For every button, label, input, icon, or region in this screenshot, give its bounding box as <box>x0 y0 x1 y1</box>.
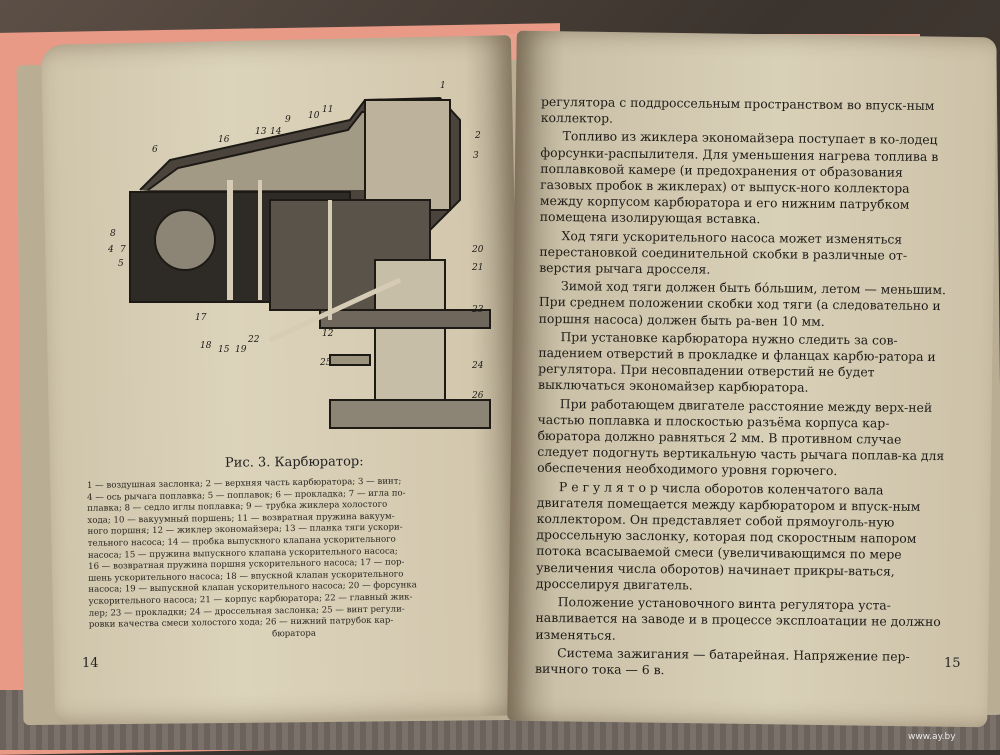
page-number-left: 14 <box>82 656 99 671</box>
legend-line: тельного насоса; 14 — пробка выпускного клапана ускорительного <box>87 534 396 549</box>
label-11: 11 <box>322 105 334 115</box>
label-26: 26 <box>472 391 484 401</box>
page-number-right: 15 <box>944 656 961 671</box>
label-4: 4 <box>108 245 114 255</box>
label-8: 8 <box>110 229 116 239</box>
mid-flange <box>320 310 490 328</box>
legend-line: насоса; 15 — пружина выпускного клапана ускорительного насоса; <box>87 546 398 561</box>
label-18: 18 <box>200 341 212 351</box>
label-12: 12 <box>322 329 334 339</box>
paragraph: При работающем двигателе расстояние между верх-ней частью поплавка и плоскостью разъёма корпуса кар-бюратора должно равняться 2 мм. В противном случае следует подогнуть вертикальную часть рычага поплав-ка для обеспечения необходимого уровня горючего. <box>537 395 945 479</box>
label-20: 20 <box>472 245 484 255</box>
legend-line: ускорительного насоса; 21 — корпус карбюратора; 22 — главный жик- <box>88 592 413 607</box>
adjust-screw <box>330 355 370 365</box>
label-24: 24 <box>472 361 484 371</box>
label-1: 1 <box>440 81 446 91</box>
watermark: www.ay.by <box>908 732 956 742</box>
label-25: 25 <box>320 358 332 368</box>
label-13: 13 <box>255 127 267 137</box>
figure-caption: Рис. 3. Карбюратор: <box>224 454 364 471</box>
label-7: 7 <box>120 245 126 255</box>
label-6: 6 <box>152 145 158 155</box>
legend-line: 16 — возвратная пружина поршня ускорительного насоса; 17 — пор- <box>88 557 405 573</box>
air-horn <box>365 100 450 210</box>
label-21: 21 <box>472 263 484 273</box>
legend-line: хода; 10 — вакуумный поршень; 11 — возвратная пружина вакуум- <box>87 511 395 526</box>
legend-line: бюратора <box>272 628 317 640</box>
legend-line: насоса; 19 — выпускной клапан ускорительного насоса; 20 — форсунка <box>88 580 417 596</box>
label-22: 22 <box>248 335 260 345</box>
label-19: 19 <box>235 345 247 355</box>
carburetor-figure <box>100 80 510 450</box>
legend-line: 1 — воздушная заслонка; 2 — верхняя часть карбюратора; 3 — винт; <box>86 476 402 491</box>
paragraph: Зимой ход тяги должен быть бо́льшим, летом — меньшим. При среднем положении скобки ход тяги (а следовательно и поршня насоса) должен быть ра-вен 10 мм. <box>538 278 947 329</box>
legend-line: 4 — ось рычага поплавка; 5 — поплавок; 6 — прокладка; 7 — игла по- <box>87 488 406 503</box>
paragraph: Топливо из жиклера экономайзера поступает в ко-лодец форсунки-распылителя. Для уменьшения нагрева топлива в поплавковой камере (и предохранения от образования газовых пробок в жиклерах) от выпуск-ного коллектора между корпусом карбюратора и его нижним патрубком помещена изолирующая вставка. <box>539 128 939 227</box>
label-10: 10 <box>308 111 320 121</box>
label-9: 9 <box>285 115 291 125</box>
legend-line: ровки качества смеси холостого хода; 26 — нижний патрубок кар- <box>88 615 394 630</box>
paragraph: При установке карбюратора нужно следить за сов-падением отверстий в прокладке и фланцах карбю-ратора и регулятора. При несовпадении отверстий не будет выключаться экономайзер карбюратора. <box>537 328 936 396</box>
label-15: 15 <box>218 345 230 355</box>
right-page-text <box>535 94 949 683</box>
label-16: 16 <box>218 135 230 145</box>
legend-line: плавка; 8 — седло иглы поплавка; 9 — трубка жиклера холостого <box>87 499 388 515</box>
label-23: 23 <box>472 305 484 315</box>
label-14: 14 <box>270 127 282 137</box>
legend-line: ного поршня; 12 — жиклер экономайзера; 13 — планка тяги ускори- <box>87 522 403 538</box>
label-2: 2 <box>475 131 481 141</box>
float <box>155 210 215 270</box>
legend-line: лер; 23 — прокладки; 24 — дроссельная заслонка; 25 — винт регули- <box>88 603 405 619</box>
paragraph: регулятора с поддроссельным пространством во впуск-ным коллектор. <box>540 93 935 126</box>
label-17: 17 <box>195 313 207 323</box>
paragraph: Система зажигания — батарейная. Напряжение пер-вичного тока — 6 в. <box>534 644 910 678</box>
label-5: 5 <box>118 259 124 269</box>
label-3: 3 <box>473 151 479 161</box>
legend-line: шень ускорительного насоса; 18 — впускной клапан ускорительного <box>88 569 404 584</box>
lower-flange <box>330 400 490 428</box>
figure-legend <box>87 475 499 643</box>
paragraph: Ход тяги ускорительного насоса может изменяться перестановкой соединительной скобки в различные от-верстия рычага дросселя. <box>539 227 908 277</box>
paragraph: Положение установочного винта регулятора уста-навливается на заводе и в процессе эксплоатации не должно изменяться. <box>535 594 941 643</box>
paragraph: Р е г у л я т о р числа оборотов коленчатого вала двигателя помещается между карбюратором и впуск-ным коллектором. Он представляет собой прямоуголь-ную дроссельную заслонку, которая под скоростным напором потока всасываемой смеси (увеличивающимся по мере увеличения числа оборотов) начинает прикры-ваться, дросселируя двигатель. <box>535 478 921 593</box>
